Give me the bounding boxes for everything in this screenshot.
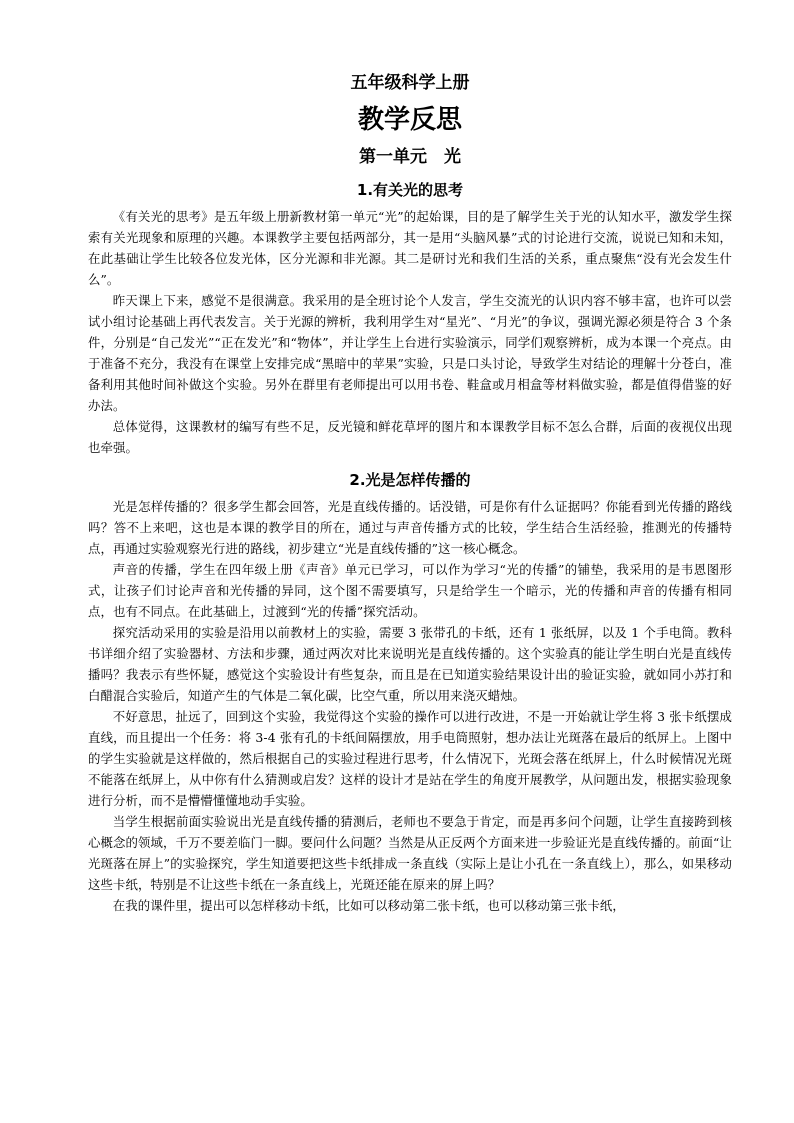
paragraph: 探究活动采用的实验是沿用以前教材上的实验，需要 3 张带孔的卡纸，还有 1 张纸屏，以及 1 个手电筒。教科书详细介绍了实验器材、方法和步骤，通过两次对比来说明光是直线传播的。这个实验真的能让学生明白光是直线传播吗？我表示有些怀疑，感觉这个实验设计有些复杂，而且是在已知道实验结果设计出的验证实验，就如同小苏打和白醋混合实验后，知道产生的气体是二氧化碳，比空气重，所以用来浇灭蜡烛。 <box>88 625 732 703</box>
unit-title: 第一单元 光 <box>359 147 461 167</box>
section-1 <box>88 178 732 458</box>
document-page <box>88 70 732 916</box>
paragraph: 总体觉得，这课教材的编写有些不足，反光镜和鲜花草坪的图片和本课教学目标不怎么合群，后面的夜视仪出现也牵强。 <box>88 419 732 455</box>
document-title: 教学反思 <box>357 105 462 135</box>
section-title: 2.光是怎样传播的 <box>349 471 471 489</box>
paragraph: 《有关光的思考》是五年级上册新教材第一单元“光”的起始课，目的是了解学生关于光的认知水平，激发学生探索有关光现象和原理的兴趣。本课教学主要包括两部分，其一是用“头脑风暴”式的讨论进行交流，说说已知和未知，在此基础让学生比较各位发光体，区分光源和非光源。其二是研讨光和我们生活的关系，重点聚焦“没有光会发生什么”。 <box>88 209 732 287</box>
paragraph: 当学生根据前面实验说出光是直线传播的猜测后，老师也不要急于肯定，而是再多问个问题，让学生直接跨到核心概念的领域，千万不要差临门一脚。要问什么问题？当然是从正反两个方面来进一步验证光是直线传播的。前面“让光斑落在屏上”的实验探究，学生知道要把这些卡纸排成一条直线（实际上是让小孔在一条直线上），那么，如果移动这些卡纸，特别是不让这些卡纸在一条直线上，光斑还能在原来的屏上吗？ <box>88 814 732 892</box>
grade-title: 五年级科学上册 <box>350 73 470 93</box>
paragraph: 在我的课件里，提出可以怎样移动卡纸，比如可以移动第二张卡纸，也可以移动第三张卡纸， <box>112 898 625 913</box>
paragraph: 光是怎样传播的？很多学生都会回答，光是直线传播的。话没错，可是你有什么证据吗？你能看到光传播的路线吗？答不上来吧，这也是本课的教学目的所在，通过与声音传播方式的比较，学生结合生活经验，推测光的传播特点，再通过实验观察光行进的路线，初步建立“光是直线传播的”这一核心概念。 <box>88 499 732 556</box>
paragraph: 不好意思，扯远了，回到这个实验，我觉得这个实验的操作可以进行改进，不是一开始就让学生将 3 张卡纸摆成直线，而且提出一个任务：将 3-4 张有孔的卡纸间隔摆放，用手电筒照射，想办法让光斑落在最后的纸屏上。上图中的学生实验就是这样做的，然后根据自己的实验过程进行思考，什么情况下，光斑会落在纸屏上，什么时候情况光斑不能落在纸屏上，从中你有什么猜测或启发？这样的设计才是站在学生的角度开展教学，从问题出发，根据实验现象进行分析，而不是懵懵懂懂地动手实验。 <box>88 709 732 808</box>
section-title: 1.有关光的思考 <box>356 181 464 199</box>
paragraph: 声音的传播，学生在四年级上册《声音》单元已学习，可以作为学习“光的传播”的铺垫，我采用的是韦恩图形式，让孩子们讨论声音和光传播的异同，这个图不需要填写，只是给学生一个暗示，光的传播和声音的传播有相同点，也有不同点。在此基础上，过渡到“光的传播”探究活动。 <box>88 562 732 619</box>
paragraph: 昨天课上下来，感觉不是很满意。我采用的是全班讨论个人发言，学生交流光的认识内容不够丰富，也许可以尝试小组讨论基础上再代表发言。关于光源的辨析，我利用学生对“星光”、“月光”的争议，强调光源必须是符合 3 个条件，分别是“自己发光”“正在发光”和“物体”，并让学生上台进行实验演示，同学们观察辨析，成为本课一个亮点。由于准备不充分，我没有在课堂上安排完成“黑暗中的苹果”实验，只是口头讨论，导致学生对结论的理解十分苍白，准备利用其他时间补做这个实验。另外在群里有老师提出可以用书卷、鞋盒或月相盒等材料做实验，都是值得借鉴的好办法。 <box>88 293 732 413</box>
section-2 <box>88 468 732 916</box>
